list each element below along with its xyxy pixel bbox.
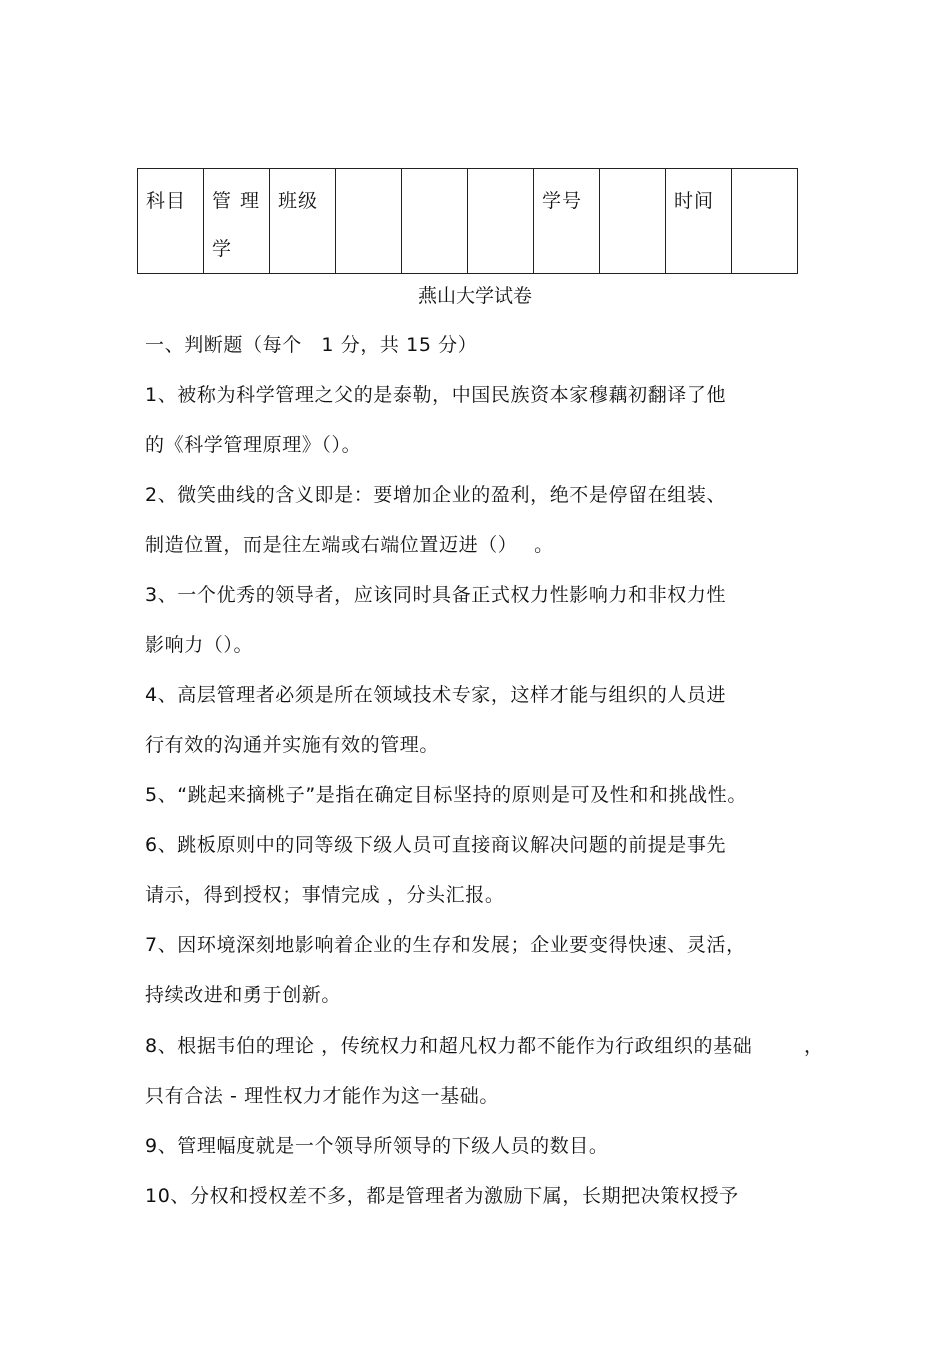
question-line: 只有合法 - 理性权力才能作为这一基础。 <box>145 1085 499 1107</box>
question-line: 制造位置，而是往左端或右端位置迈进（） 。 <box>145 534 554 556</box>
question-line: 1、被称为科学管理之父的是泰勒，中国民族资本家穆藕初翻译了他 <box>145 384 727 406</box>
subject-value: 管理学 <box>204 169 270 274</box>
question-line: 的《科学管理原理》（）。 <box>145 434 362 456</box>
question-line: 6、跳板原则中的同等级下级人员可直接商议解决问题的前提是事先 <box>145 834 727 856</box>
time-value <box>732 169 798 274</box>
exam-title: 燕山大学试卷 <box>417 285 532 307</box>
class-value-cell-1 <box>336 169 402 274</box>
exam-header-table <box>137 168 798 274</box>
question-line: 持续改进和勇于创新。 <box>145 984 342 1006</box>
question-line: 行有效的沟通并实施有效的管理。 <box>145 734 440 756</box>
question-line: 8、根据韦伯的理论 ，传统权力和超凡权力都不能作为行政组织的基础 <box>145 1035 753 1057</box>
student-id-value <box>600 169 666 274</box>
class-value-cell-3 <box>468 169 534 274</box>
subject-label: 科目 <box>138 169 204 274</box>
question-line: 10、分权和授权差不多，都是管理者为激励下属，长期把决策权授予 <box>145 1185 739 1207</box>
class-value-cell-2 <box>402 169 468 274</box>
student-id-label: 学号 <box>534 169 600 274</box>
question-line: 2、微笑曲线的含义即是：要增加企业的盈利，绝不是停留在组装、 <box>145 484 727 506</box>
question-line: 9、管理幅度就是一个领导所领导的下级人员的数目。 <box>145 1135 609 1157</box>
header-row <box>138 169 798 274</box>
question-line: 3、一个优秀的领导者，应该同时具备正式权力性影响力和非权力性 <box>145 584 727 606</box>
question-line: 请示，得到授权；事情完成 ，分头汇报。 <box>145 884 505 906</box>
question-line: 5、“跳起来摘桃子”是指在确定目标坚持的原则是可及性和和挑战性。 <box>145 784 747 806</box>
question-line: 4、高层管理者必须是所在领域技术专家，这样才能与组织的人员进 <box>145 684 727 706</box>
trailing-comma: ， <box>804 1035 824 1057</box>
question-line: 7、因环境深刻地影响着企业的生存和发展；企业要变得快速、灵活， <box>145 934 746 956</box>
time-label: 时间 <box>666 169 732 274</box>
section-heading: 一、判断题（每个 1 分，共 15 分） <box>145 334 478 356</box>
class-label: 班级 <box>270 169 336 274</box>
question-line: 影响力（）。 <box>145 634 254 656</box>
